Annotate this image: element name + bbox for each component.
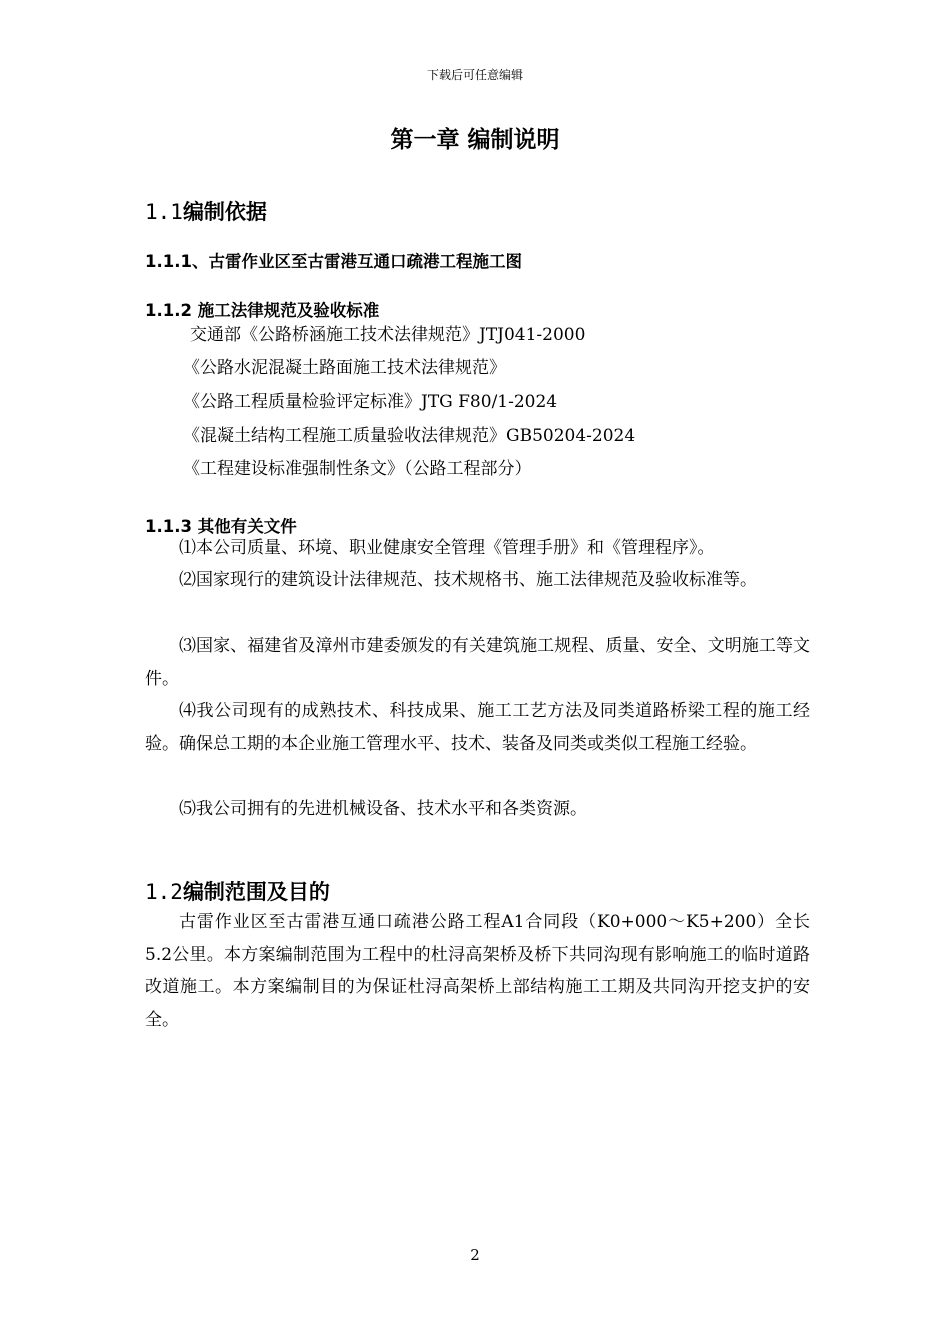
section-number: 1.2 bbox=[145, 880, 183, 904]
document-item: ⑶国家、福建省及漳州市建委颁发的有关建筑施工规程、质量、安全、文明施工等文件。 bbox=[145, 636, 810, 689]
page-header-note: 下载后可任意编辑 bbox=[426, 68, 523, 82]
document-item: ⑴本公司质量、环境、职业健康安全管理《管理手册》和《管理程序》。 bbox=[179, 538, 715, 558]
section-title: 编制依据 bbox=[182, 199, 267, 224]
chapter-title: 第一章 编制说明 bbox=[390, 127, 560, 153]
document-item: ⑷我公司现有的成熟技术、科技成果、施工工艺方法及同类道路桥梁工程的施工经验。确保总工期的本企业施工管理水平、技术、装备及同类或类似工程施工经验。 bbox=[145, 701, 810, 754]
section-number: 1.1 bbox=[145, 200, 183, 224]
standard-item: 《混凝土结构工程施工质量验收法律规范》GB50204-2024 bbox=[183, 426, 636, 446]
subsection-1-1-2-title: 1.1.2 施工法律规范及验收标准 bbox=[145, 301, 380, 320]
document-item: ⑵国家现行的建筑设计法律规范、技术规格书、施工法律规范及验收标准等。 bbox=[179, 570, 757, 590]
page-number: 2 bbox=[470, 1246, 480, 1264]
section-heading-1-2 bbox=[145, 876, 330, 906]
subsection-1-1-1: 1.1.1、古雷作业区至古雷港互通口疏港工程施工图 bbox=[145, 252, 522, 271]
section-title: 编制范围及目的 bbox=[182, 879, 330, 904]
scope-paragraph: 古雷作业区至古雷港互通口疏港公路工程A1合同段（K0+000～K5+200）全长5.2公里。本方案编制范围为工程中的杜浔高架桥及桥下共同沟现有影响施工的临时道路改道施工。本方案编制目的为保证杜浔高架桥上部结构施工工期及共同沟开挖支护的安全。 bbox=[145, 912, 810, 1030]
standard-item: 交通部《公路桥涵施工技术法律规范》JTJ041-2000 bbox=[190, 325, 586, 345]
standard-item: 《公路水泥混凝土路面施工技术法律规范》 bbox=[183, 358, 506, 378]
section-heading-1-1 bbox=[145, 196, 267, 226]
subsection-1-1-3-title: 1.1.3 其他有关文件 bbox=[145, 517, 297, 536]
standard-item: 《工程建设标准强制性条文》（公路工程部分） bbox=[183, 459, 532, 479]
standard-item: 《公路工程质量检验评定标准》JTG F80/1-2024 bbox=[183, 392, 558, 412]
document-item: ⑸我公司拥有的先进机械设备、技术水平和各类资源。 bbox=[179, 799, 587, 819]
